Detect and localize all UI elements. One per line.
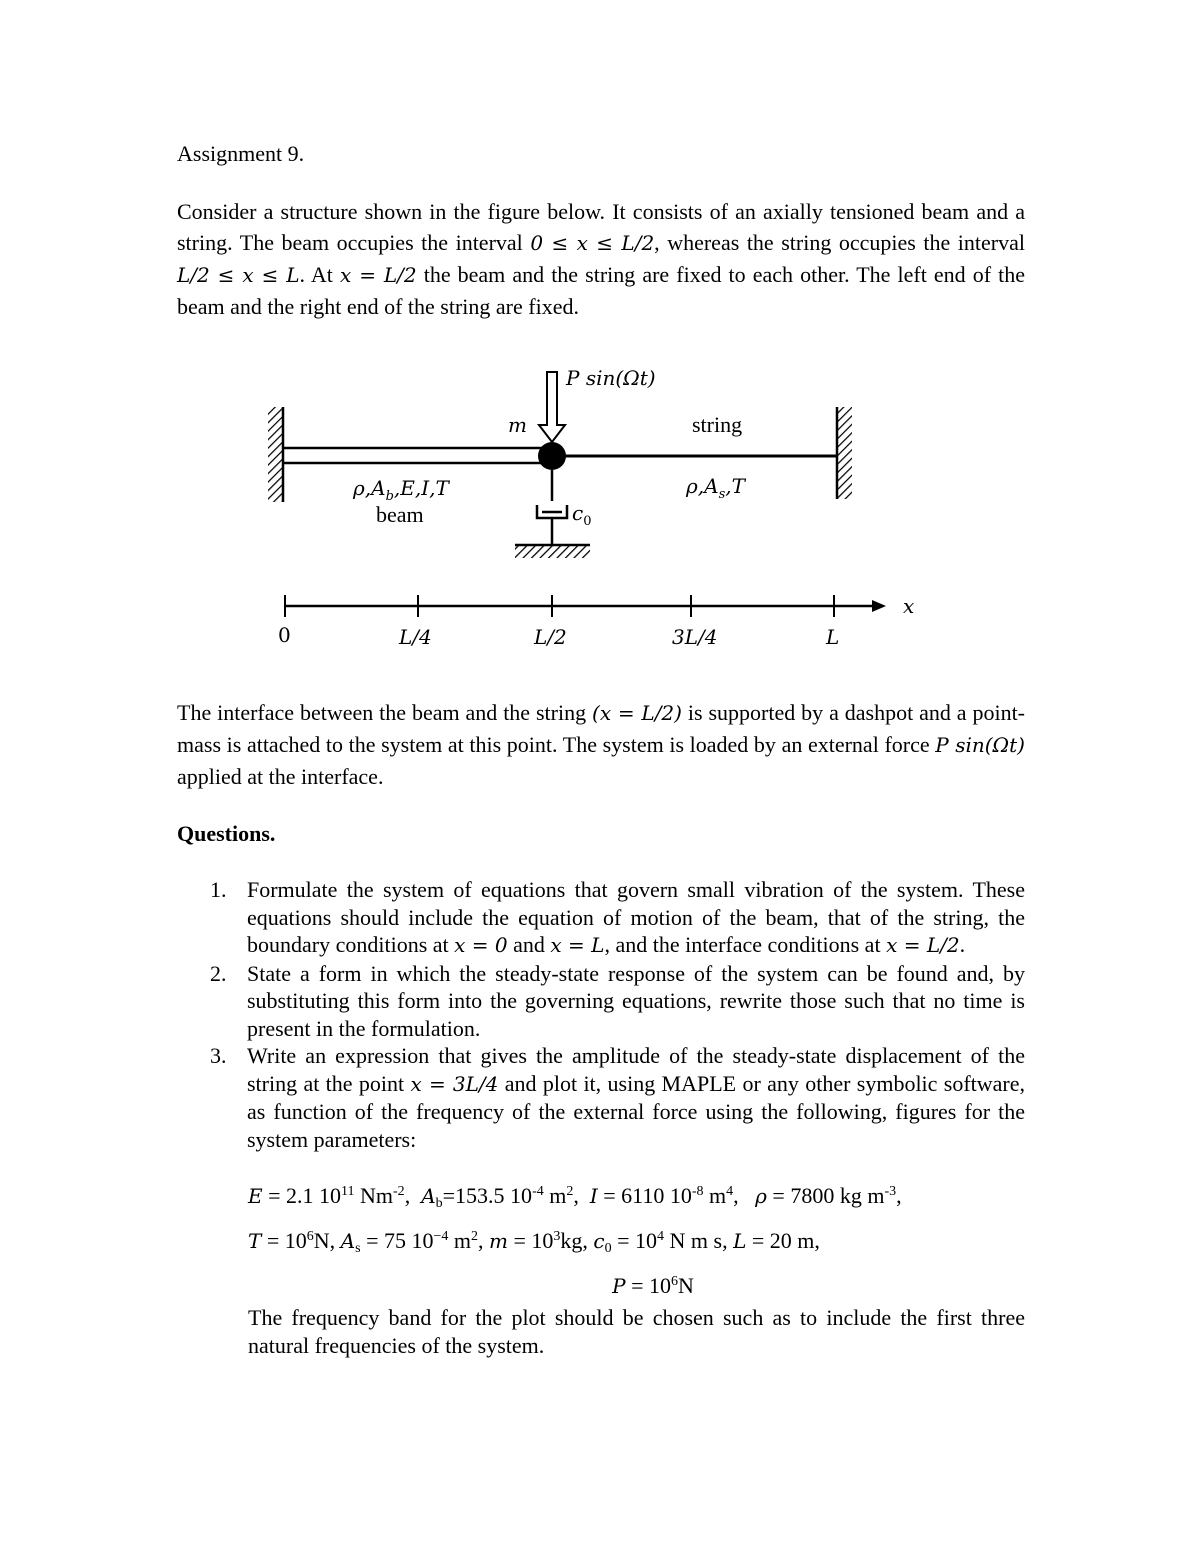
damper-label [572,501,591,529]
q1-text-a: Formulate the system of equations that govern small vibration of the system. These equations should include the equation of motion of the beam, that of the string, the boundary conditions at [247,877,1025,957]
damper-sub: 0 [583,514,592,529]
question-text [247,876,1025,960]
q3-text-b: and plot it, using MAPLE or any other symbolic software, as function of the frequency of the external force using the following, figures for the system parameters: [247,1070,1026,1152]
mass-label: m [508,413,527,437]
force-label: P sin(Ωt) [566,366,656,390]
question-text: State a form in which the steady-state response of the system can be found and, by substituting this form into the governing equations, rewrite those such that no time is present in the formulation. [247,960,1025,1041]
question-2 [210,960,1025,1043]
beam-props-sub: b [385,489,394,504]
q1-text-b: and [513,932,545,957]
after-force: P sin(Ωt) [935,733,1025,757]
q1-text-c: , and the interface conditions at [604,932,881,957]
assignment-title: Assignment 9. [177,141,305,166]
structure-diagram [250,355,930,665]
closing-paragraph: The frequency band for the plot should be chosen such as to include the first three natural frequencies of the system. [248,1305,1025,1358]
beam-props-rest: ,E,I,T [393,476,449,500]
param-rho: ρ = 7800 kg $m^{-3}$, [755,1183,902,1208]
after-text-2: is supported by a dashpot and a point-mass is attached to the system at this point. The system is loaded by an external force [177,700,1026,757]
right-wall-hatch [838,407,852,499]
questions-list [210,876,1025,1153]
question-text [247,1042,1025,1153]
param-c0: $c_0 = 10^4$ N m s, [593,1228,728,1256]
x-axis-arrowhead [872,600,886,612]
question-3 [210,1042,1025,1153]
param-T: $T = 10^6N$, [248,1228,336,1253]
tick-label-l4: L/4 [399,625,432,649]
question-number: 3. [210,1043,227,1068]
intro-paragraph [177,196,1025,322]
param-Ab: $A_b=153.5$ $10^{-4}$ $m^2$, [421,1183,579,1211]
param-P: $P = 10^6N$ [612,1273,694,1298]
intro-text-1: Consider a structure shown in the figure below. It consists of an axially tensioned beam and a string. The beam occupies the interval [177,199,1025,255]
parameters-block [248,1178,1028,1313]
string-props-main: ρ,A [686,474,719,498]
string-props-sub: s [718,487,726,502]
string-label: string [692,412,743,437]
string-props-rest: ,T [725,474,745,498]
tick-label-3l4: 3L/4 [672,625,718,649]
q1-eq-1: x = 0 [454,933,508,957]
questions-heading: Questions. [177,821,276,846]
intro-text-3: . At [299,262,333,287]
q3-text-a: Write an expression that gives the amplitude of the steady-state displacement of the string at the point [247,1043,1025,1096]
param-E: E = 2.1 $10^{11}$ $Nm^{-2}$, [248,1183,411,1208]
question-number: 1. [210,877,227,902]
beam-properties [352,476,450,504]
axis-label-x: x [903,594,915,618]
q1-text-d: . [959,932,966,957]
param-m: $m = 10^3kg$, [489,1228,588,1253]
left-wall-hatch [268,407,282,502]
q1-eq-2: x = L [550,933,605,957]
interface-paragraph [177,697,1025,792]
string-properties [685,474,747,502]
beam-label: beam [376,502,424,527]
param-I: I = 6110 $10^{-8}$ $m^4$, [589,1183,739,1208]
beam-interval-eq: 0 ≤ x ≤ L/2 [530,231,655,255]
question-number: 2. [210,960,227,986]
params-row-2 [248,1223,1028,1268]
ground-hatch [515,546,590,558]
tick-label-l2: L/2 [534,625,567,649]
string-interval-eq: L/2 ≤ x ≤ L [177,263,300,287]
tick-label-0: 0 [278,623,291,647]
damper-main: c [572,501,584,525]
beam-props-main: ρ,A [353,476,386,500]
force-arrow [539,372,565,442]
intro-text-4: the beam and the string are fixed to each other. The left end of the beam and the right end of the string are fixed. [177,262,1026,319]
params-row-1 [248,1178,1028,1223]
param-As: $A_s = 75$ $10^{-4}$ $m^2$, [340,1228,484,1256]
structure-figure [250,355,930,665]
tick-label-l: L [826,625,840,649]
point-mass [538,442,566,470]
after-eq: (x = L/2) [592,701,682,725]
after-text-3: applied at the interface. [177,764,384,789]
intro-text-2: , whereas the string occupies the interval [654,230,1025,255]
question-1 [210,876,1025,960]
param-L: L = 20 m, [733,1228,820,1253]
after-text-1: The interface between the beam and the string [177,700,587,725]
interface-eq: x = L/2 [339,263,417,287]
q3-eq-1: x = 3L/4 [410,1071,499,1096]
q1-eq-3: x = L/2 [886,933,960,957]
